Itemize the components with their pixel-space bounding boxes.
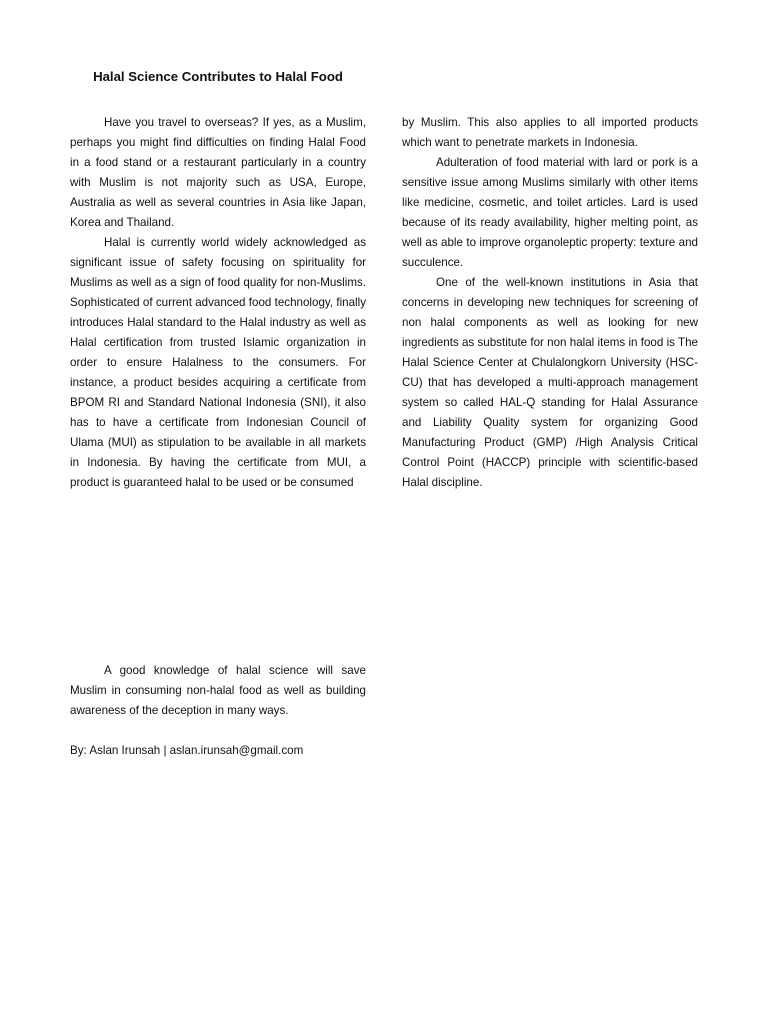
article-title: Halal Science Contributes to Halal Food <box>93 69 343 84</box>
paragraph-halal-acknowledged: Halal is currently world widely acknowledged as significant issue of safety focusing on spirituality for Muslims as well as a sign of food quality for non-Muslims. Sophisticated of current advanced food technology, finally introduces Halal standard to the Halal industry as well as Halal certification from trusted Islamic organization in order to ensure Halalness to the consumers. For instance, a product besides acquiring a certificate from BPOM RI and Standard National Indonesia (SNI), it also has to have a certificate from Indonesian Council of Ulama (MUI) as stipulation to be available in all markets in Indonesia. By having the certificate from MUI, a product is guaranteed halal to be used or be consumed <box>70 236 366 489</box>
right-column <box>402 113 698 493</box>
paragraph-overseas: Have you travel to overseas? If yes, as a Muslim, perhaps you might find difficulties on finding Halal Food in a food stand or a restaurant particularly in a country with Muslim is not majority such as USA, Europe, Australia as well as several countries in Asia like Japan, Korea and Thailand. <box>70 116 366 229</box>
paragraph-institutions: One of the well-known institutions in Asia that concerns in developing new techniques for screening of non halal components as well as looking for new ingredients as substitute for non halal items in food is The Halal Science Center at Chulalongkorn University (HSC-CU) that has developed a multi-approach management system so called HAL-Q standing for Halal Assurance and Liability Quality system for organizing Good Manufacturing Product (GMP) /High Analysis Critical Control Point (HACCP) principle with scientific-based Halal discipline. <box>402 276 698 489</box>
paragraph-closing: A good knowledge of halal science will save Muslim in consuming non-halal food as well as building awareness of the deception in many ways. <box>70 664 366 717</box>
closing-section <box>70 661 366 721</box>
paragraph-continuation: by Muslim. This also applies to all imported products which want to penetrate markets in Indonesia. <box>402 116 698 149</box>
author-byline: By: Aslan Irunsah | aslan.irunsah@gmail.com <box>70 744 304 757</box>
left-column <box>70 113 366 493</box>
paragraph-adulteration: Adulteration of food material with lard or pork is a sensitive issue among Muslims similarly with other items like medicine, cosmetic, and toilet articles. Lard is used because of its ready availability, higher melting point, as well as able to improve organoleptic property: texture and succulence. <box>402 156 698 269</box>
